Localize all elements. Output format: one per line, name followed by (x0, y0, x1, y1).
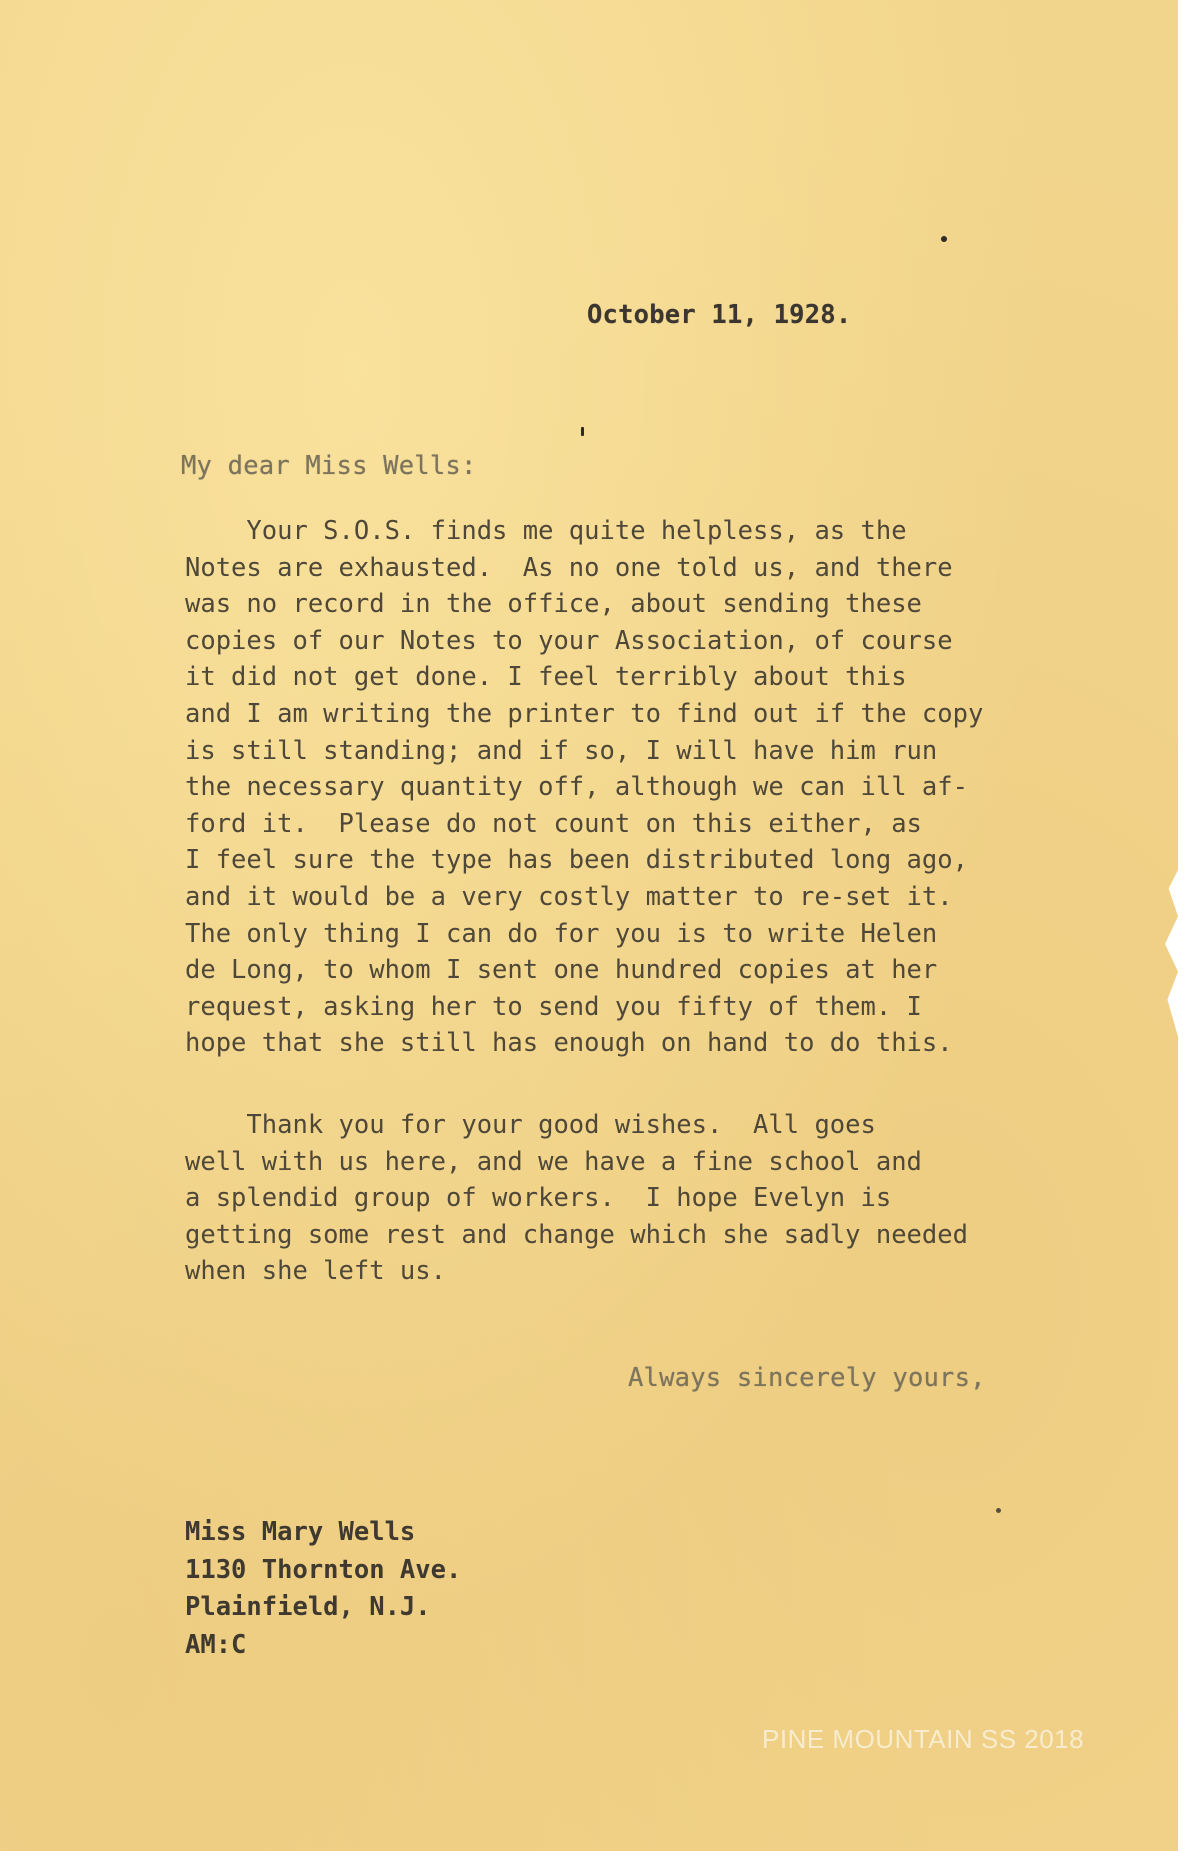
body-paragraph-2 (185, 1107, 968, 1290)
salutation: My dear Miss Wells: (181, 451, 477, 481)
text-line: and it would be a very costly matter to re-set it. (185, 881, 953, 912)
text-line: was no record in the office, about sending these (185, 589, 922, 620)
page-margin (1178, 0, 1200, 1851)
letter-date: October 11, 1928. (587, 300, 852, 330)
closing: Always sincerely yours, (628, 1363, 986, 1393)
paper-speck (941, 236, 947, 242)
text-line: when she left us. (185, 1256, 446, 1287)
text-line: well with us here, and we have a fine school and (185, 1146, 922, 1177)
text-line: request, asking her to send you fifty of them. I (185, 991, 922, 1022)
text-line: getting some rest and change which she sadly needed (185, 1219, 968, 1250)
text-line: the necessary quantity off, although we can ill af- (185, 772, 968, 803)
text-line: Notes are exhausted. As no one told us, and there (185, 552, 953, 583)
text-line: Your S.O.S. finds me quite helpless, as the (185, 516, 907, 546)
text-line: it did not get done. I feel terribly about this (185, 662, 907, 693)
text-line: de Long, to whom I sent one hundred copies at her (185, 955, 938, 986)
text-line: and I am writing the printer to find out if the copy (185, 698, 984, 729)
text-line: hope that she still has enough on hand to do this. (185, 1028, 953, 1059)
text-line: is still standing; and if so, I will have him run (185, 735, 938, 766)
recipient-address (185, 1514, 461, 1664)
body-paragraph-1 (185, 513, 983, 1062)
archive-watermark: PINE MOUNTAIN SS 2018 (762, 1724, 1085, 1754)
paper-speck (996, 1508, 1001, 1513)
text-line: a splendid group of workers. I hope Evelyn is (185, 1183, 892, 1214)
address-line: Miss Mary Wells (185, 1517, 416, 1547)
text-line: The only thing I can do for you is to write Helen (185, 918, 938, 949)
text-line: Thank you for your good wishes. All goes (185, 1110, 876, 1140)
address-line: Plainfield, N.J. (185, 1592, 431, 1622)
text-line: I feel sure the type has been distributed long ago, (185, 845, 968, 876)
paper-speck (581, 427, 584, 436)
address-line: 1130 Thornton Ave. (185, 1554, 462, 1585)
text-line: copies of our Notes to your Association, of course (185, 625, 953, 656)
address-line: AM:C (185, 1629, 247, 1660)
text-line: ford it. Please do not count on this either, as (185, 808, 922, 839)
